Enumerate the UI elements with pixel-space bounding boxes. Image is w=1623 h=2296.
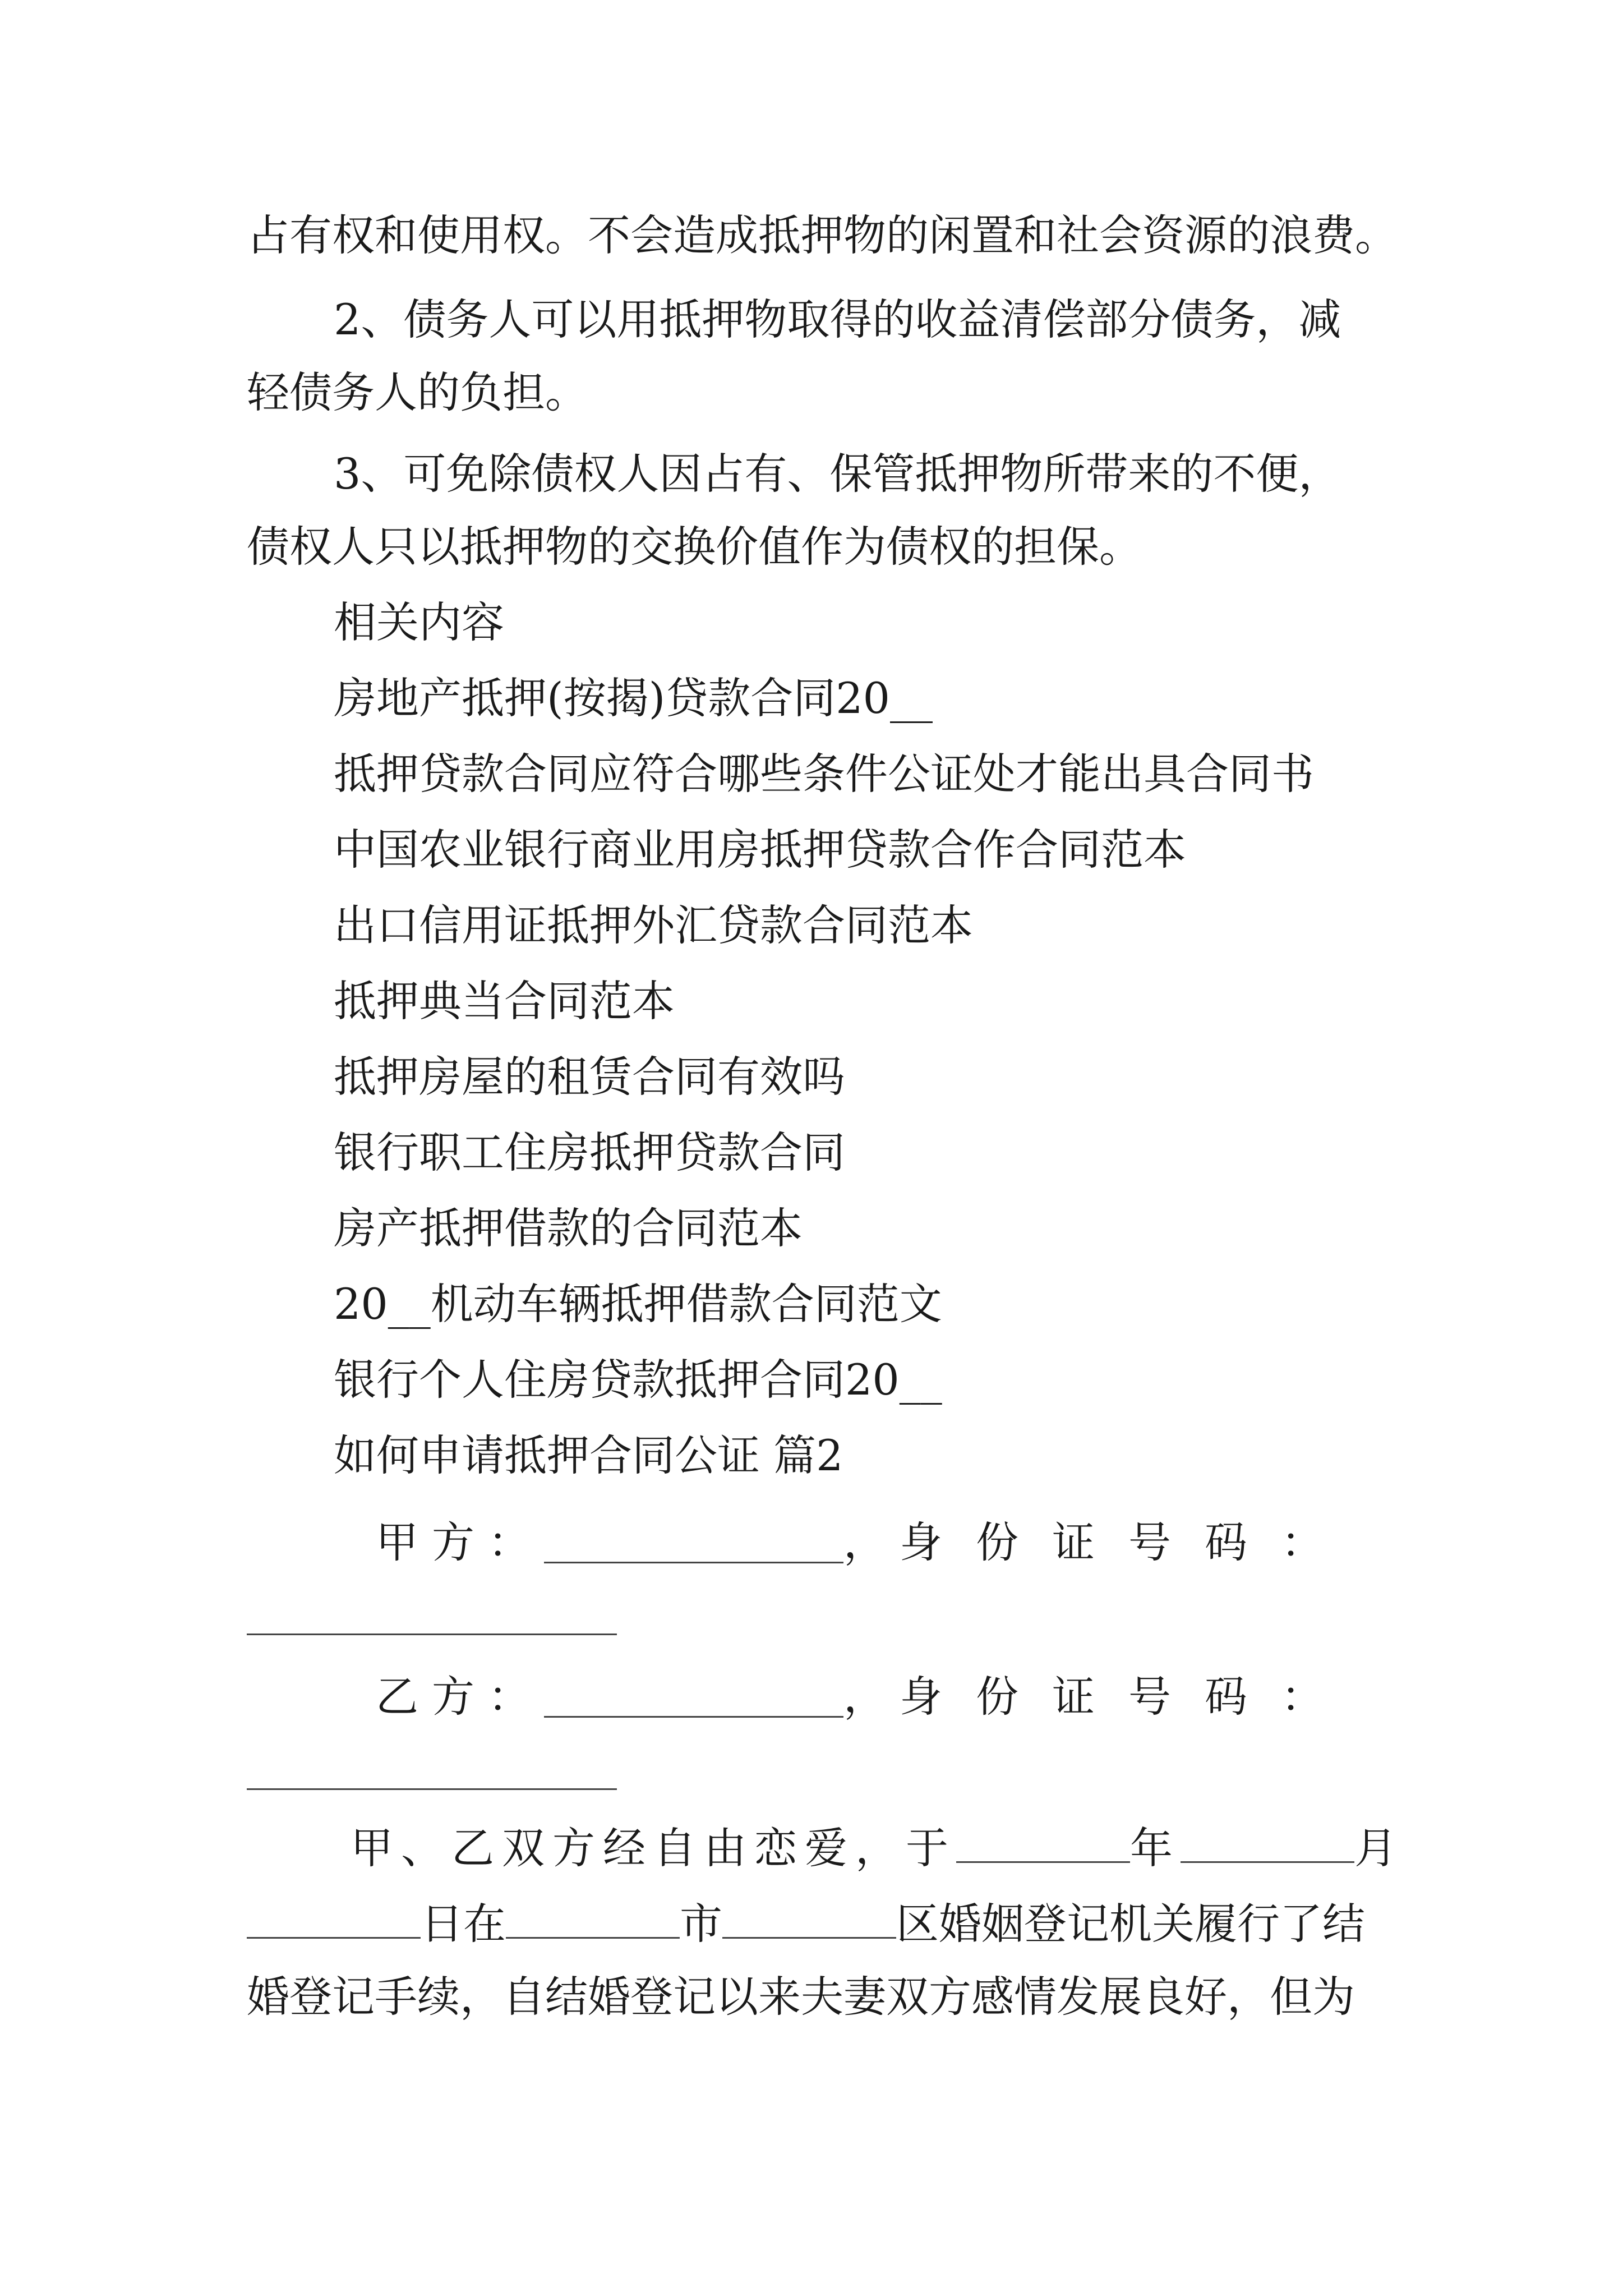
related-item[interactable]: 房地产抵押(按揭)贷款合同20__ (334, 673, 933, 723)
month-label: 月 (1354, 1823, 1405, 1873)
party-b-id-label: 身份证号码： (900, 1672, 1357, 1722)
party-b-line (376, 1669, 1357, 1725)
related-item[interactable]: 银行个人住房贷款抵押合同20__ (334, 1355, 942, 1405)
party-a-label: 甲方： (376, 1517, 544, 1567)
district-blank[interactable] (722, 1898, 896, 1939)
day-blank[interactable] (247, 1898, 421, 1939)
party-a-comma: ， (843, 1517, 900, 1567)
city-label: 市 (680, 1899, 722, 1949)
related-item[interactable]: 抵押典当合同范本 (334, 976, 675, 1026)
paragraph-line: 占有权和使用权。不会造成抵押物的闲置和社会资源的浪费。 (247, 210, 1398, 260)
marriage-intro: 甲、乙双方经自由恋爱，于 (351, 1823, 956, 1873)
city-blank[interactable] (506, 1898, 680, 1939)
marriage-line-1 (351, 1820, 1405, 1876)
related-item[interactable]: 出口信用证抵押外汇贷款合同范本 (334, 900, 973, 950)
paragraph-line: 2、债务人可以用抵押物取得的收益清偿部分债务，减 (334, 295, 1341, 344)
party-a-line (376, 1515, 1357, 1571)
party-b-comma: ， (843, 1672, 900, 1722)
related-item[interactable]: 抵押贷款合同应符合哪些条件公证处才能出具合同书 (334, 749, 1314, 799)
party-b-label: 乙方： (376, 1672, 544, 1722)
party-b-id-blank[interactable] (247, 1788, 617, 1790)
marriage-line-3: 婚登记手续，自结婚登记以来夫妻双方感情发展良好，但为 (247, 1972, 1355, 2022)
related-item[interactable]: 房产抵押借款的合同范本 (334, 1203, 803, 1253)
related-item[interactable]: 中国农业银行商业用房抵押贷款合作合同范本 (334, 825, 1186, 875)
related-item[interactable]: 抵押房屋的租赁合同有效吗 (334, 1052, 845, 1102)
related-heading: 相关内容 (334, 597, 504, 647)
party-a-id-label: 身份证号码： (900, 1517, 1357, 1567)
year-blank[interactable] (956, 1822, 1130, 1863)
year-label: 年 (1130, 1823, 1181, 1873)
month-blank[interactable] (1181, 1822, 1354, 1863)
marriage-line-2 (247, 1896, 1365, 1952)
paragraph-line: 轻债务人的负担。 (247, 367, 588, 417)
party-b-name-blank[interactable] (544, 1677, 843, 1718)
day-label: 日在 (421, 1899, 506, 1949)
section-title: 如何申请抵押合同公证 篇2 (334, 1430, 843, 1480)
party-a-id-blank[interactable] (247, 1634, 617, 1635)
paragraph-line: 3、可免除债权人因占有、保管抵押物所带来的不便， (334, 449, 1341, 499)
district-label: 区婚姻登记机关履行了结 (896, 1899, 1365, 1949)
party-a-name-blank[interactable] (544, 1522, 843, 1563)
related-item[interactable]: 银行职工住房抵押贷款合同 (334, 1128, 845, 1177)
related-item[interactable]: 20__机动车辆抵押借款合同范文 (334, 1279, 942, 1329)
paragraph-line: 债权人只以抵押物的交换价值作为债权的担保。 (247, 522, 1142, 572)
